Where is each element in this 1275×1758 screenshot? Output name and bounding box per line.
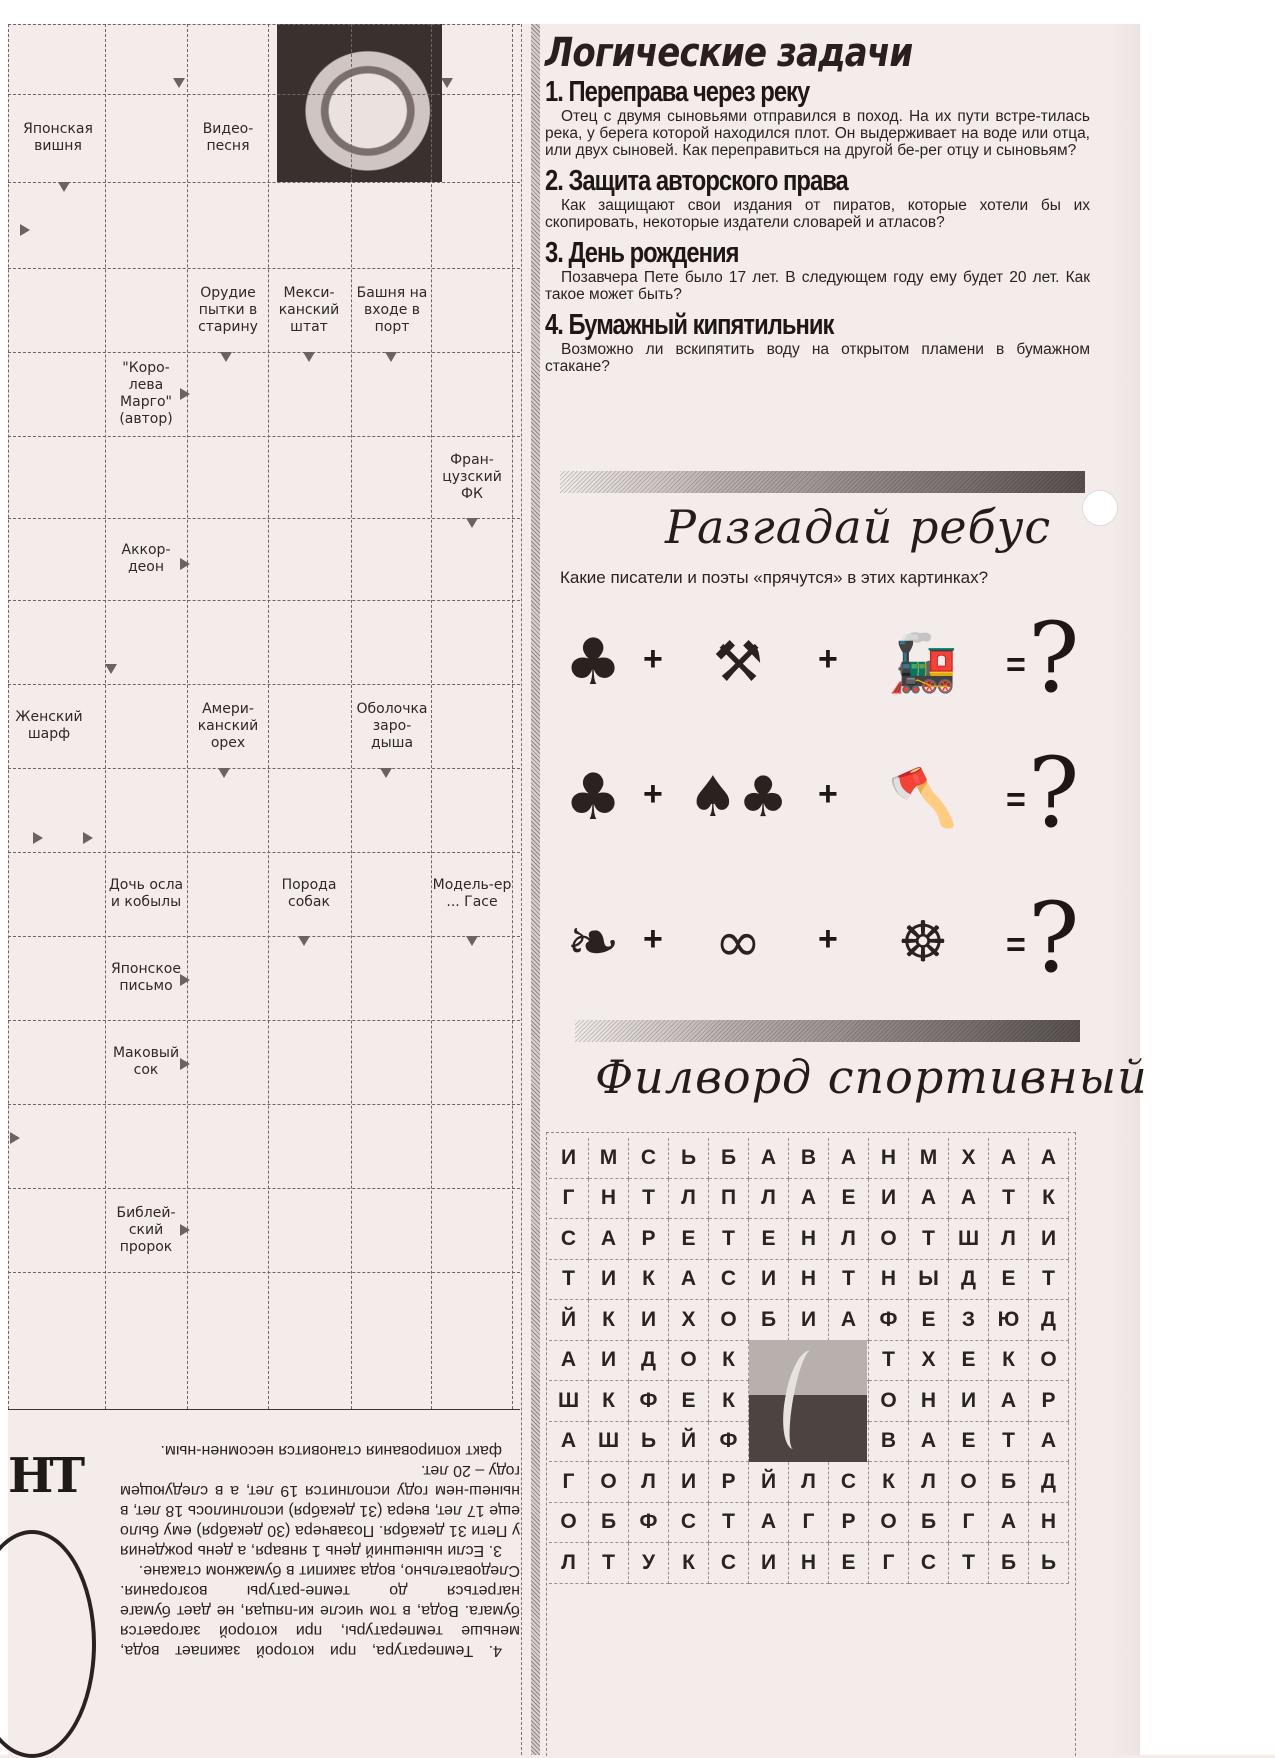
fillword-letter-cell[interactable]: А (989, 1138, 1029, 1179)
fillword-letter-cell[interactable]: У (629, 1543, 669, 1584)
fillword-letter-cell[interactable]: Л (629, 1462, 669, 1503)
crossword-clue-makovyy-sok: Маковый сок (112, 1045, 180, 1078)
fillword-letter-cell[interactable]: Д (1029, 1462, 1069, 1503)
arrow-down-icon (385, 352, 397, 362)
crossword-grid (8, 24, 520, 1409)
fillword-letter-cell[interactable]: Г (789, 1503, 829, 1544)
fillword-letter-cell[interactable]: К (709, 1381, 749, 1422)
task-1 (545, 76, 1090, 159)
fillword-letter-cell[interactable]: Н (869, 1138, 909, 1179)
fillword-letter-cell[interactable]: Т (709, 1503, 749, 1544)
fillword-letter-cell[interactable]: Ш (549, 1381, 589, 1422)
locomotive-icon: 🚂 (888, 630, 958, 696)
rebus-row (548, 882, 1093, 1000)
fillword-letter-cell[interactable]: С (629, 1138, 669, 1179)
fillword-letter-cell[interactable]: Т (989, 1179, 1029, 1220)
column-divider-hatched (531, 24, 540, 1755)
fillword-letter-cell[interactable]: С (549, 1219, 589, 1260)
crossword-horizontal-line (8, 518, 520, 519)
fillword-letter-cell[interactable]: Т (949, 1543, 989, 1584)
fillword-letter-cell[interactable]: О (869, 1381, 909, 1422)
crossword-horizontal-line (8, 936, 520, 937)
fillword-letter-cell[interactable]: Ш (949, 1219, 989, 1260)
fillword-letter-cell[interactable]: К (669, 1543, 709, 1584)
fillword-letter-cell[interactable]: И (749, 1260, 789, 1301)
crossword-horizontal-line (8, 1188, 520, 1189)
crossword-clue-zhenskiy-sharf: Женский шарф (15, 709, 83, 742)
arrow-right-icon (180, 1224, 190, 1236)
crossword-clue-poroda-sobak: Порода собак (281, 877, 337, 910)
fillword-letter-cell[interactable]: Л (829, 1219, 869, 1260)
crossword-soup-photo (277, 24, 442, 182)
crossword-horizontal-line (8, 600, 520, 601)
fillword-letter-cell[interactable]: Н (789, 1543, 829, 1584)
fillword-letter-cell[interactable]: Т (589, 1543, 629, 1584)
plus-sign: + (818, 640, 838, 678)
task-3 (545, 237, 1090, 303)
fillword-letter-cell[interactable]: Н (869, 1260, 909, 1301)
fillword-letter-cell[interactable]: Е (829, 1543, 869, 1584)
arrow-down-icon (380, 768, 392, 778)
arrow-right-icon (83, 832, 93, 844)
arrow-down-icon (441, 78, 453, 88)
fillword-letter-cell[interactable]: И (749, 1543, 789, 1584)
arrow-down-icon (466, 936, 478, 946)
page-margin-left (0, 0, 8, 1755)
fillword-letter-cell[interactable]: Б (989, 1462, 1029, 1503)
crossword-clue-bibleyskiy-prorok: Библей-ский пророк (116, 1204, 176, 1255)
fillword-letter-cell[interactable]: Т (1029, 1260, 1069, 1301)
decorative-swirl-icon (0, 1530, 96, 1758)
crossword-clue-videopesnya: Видео-песня (202, 121, 254, 154)
fillword-letter-cell[interactable]: А (789, 1179, 829, 1220)
crossword-vertical-line (268, 24, 269, 1409)
fillword-letter-cell[interactable]: А (749, 1138, 789, 1179)
fillword-letter-cell[interactable]: З (949, 1300, 989, 1341)
fillword-letter-cell[interactable]: Е (749, 1219, 789, 1260)
arrow-right-icon (180, 974, 190, 986)
fillword-letter-cell[interactable]: О (949, 1462, 989, 1503)
task-text: Позавчера Пете было 17 лет. В следующем году ему будет 20 лет. Как такое может быть? (545, 269, 1090, 303)
crossword-horizontal-line (8, 1272, 520, 1273)
task-4 (545, 309, 1090, 375)
rebus-question: Какие писатели и поэты «прячутся» в этих картинках? (560, 568, 989, 587)
task-heading: 3. День рождения (545, 237, 739, 269)
fillword-letter-cell[interactable]: О (869, 1219, 909, 1260)
moustache-icon: ❧ (566, 905, 620, 980)
fillword-letter-cell[interactable]: О (709, 1300, 749, 1341)
fillword-letter-cell[interactable]: Ф (629, 1381, 669, 1422)
fillword-letter-cell[interactable]: Т (909, 1219, 949, 1260)
fillword-letter-cell[interactable]: А (749, 1503, 789, 1544)
playing-cards-icon: ♠♣ (687, 765, 789, 830)
fillword-letter-cell[interactable]: А (669, 1260, 709, 1301)
fillword-letter-cell[interactable]: Л (669, 1179, 709, 1220)
crossword-edge-fragment (0, 94, 14, 182)
fillword-letter-cell[interactable]: О (869, 1503, 909, 1544)
fillword-letter-cell[interactable]: Г (549, 1462, 589, 1503)
question-mark: ? (1028, 737, 1080, 849)
crossword-clue-obolochka-zarodysha: Оболочка заро-дыша (356, 700, 428, 751)
fillword-letter-cell[interactable]: О (589, 1462, 629, 1503)
task-2 (545, 165, 1090, 231)
fillword-letter-cell[interactable]: Р (629, 1219, 669, 1260)
fillword-letter-cell[interactable]: Л (909, 1462, 949, 1503)
crossword-horizontal-line (8, 352, 520, 353)
crossword-vertical-line (512, 24, 513, 1409)
fillword-letter-cell[interactable]: О (669, 1341, 709, 1382)
fillword-letter-cell[interactable]: Е (949, 1341, 989, 1382)
fillword-letter-cell[interactable]: Н (1029, 1503, 1069, 1544)
arrow-down-icon (173, 78, 185, 88)
fillword-letter-cell[interactable]: Г (549, 1179, 589, 1220)
arrow-down-icon (220, 352, 232, 362)
fillword-letter-cell[interactable]: И (789, 1300, 829, 1341)
equals-sign: = (1006, 926, 1026, 964)
section-divider-band (560, 471, 1085, 493)
fillword-letter-cell[interactable]: Б (589, 1503, 629, 1544)
fillword-letter-cell[interactable]: В (869, 1422, 909, 1463)
fillword-letter-cell[interactable]: Ш (589, 1422, 629, 1463)
fillword-letter-cell[interactable]: И (669, 1462, 709, 1503)
arrow-down-icon (303, 352, 315, 362)
crossword-horizontal-line (8, 1104, 520, 1105)
fillword-letter-cell[interactable]: Ы (909, 1260, 949, 1301)
column-divider-dashed (521, 24, 522, 1755)
fillword-letter-cell[interactable]: Ь (669, 1138, 709, 1179)
fillword-letter-cell[interactable]: И (949, 1381, 989, 1422)
crossword-horizontal-line (8, 768, 520, 769)
arrow-down-icon (105, 664, 117, 674)
arrow-right-icon (20, 224, 30, 236)
fillword-letter-cell[interactable]: Т (709, 1219, 749, 1260)
crossword-clue-bashnya-port: Башня на входе в порт (356, 284, 428, 335)
equals-sign: = (1006, 646, 1026, 684)
fillword-letter-cell[interactable]: А (909, 1179, 949, 1220)
rebus-title: Разгадай ребус (665, 500, 1052, 554)
fillword-letter-cell[interactable]: Г (869, 1543, 909, 1584)
fillword-letter-cell[interactable]: Н (909, 1381, 949, 1422)
fillword-letter-cell[interactable]: И (589, 1260, 629, 1301)
crossword-clue-koroleva-margo: "Коро-лева Марго" (автор) (119, 360, 173, 427)
page-margin-right (1135, 0, 1275, 1755)
fillword-letter-cell[interactable]: Т (549, 1260, 589, 1301)
fillword-letter-cell[interactable]: М (589, 1138, 629, 1179)
fillword-letter-cell[interactable]: Е (989, 1260, 1029, 1301)
punch-hole (1082, 490, 1118, 526)
crossword-clue-doch-osla: Дочь осла и кобылы (108, 877, 184, 910)
fillword-letter-cell[interactable]: А (589, 1219, 629, 1260)
page-margin-top (0, 0, 1275, 24)
fillword-letter-cell[interactable]: К (589, 1300, 629, 1341)
logic-tasks-title: Логические задачи (545, 30, 913, 76)
beard-icon: ♣ (564, 760, 622, 835)
crossword-clue-amerikanskiy-oreh: Амери-канский орех (197, 700, 259, 751)
rebus-row (548, 602, 1093, 720)
fillword-letter-cell[interactable]: Б (989, 1543, 1029, 1584)
fillword-letter-cell[interactable]: В (789, 1138, 829, 1179)
fillword-letter-cell[interactable]: Й (749, 1462, 789, 1503)
fillword-letter-cell[interactable]: Д (1029, 1300, 1069, 1341)
fillword-letter-cell[interactable]: О (1029, 1341, 1069, 1382)
carriage-icon: ☸ (897, 910, 949, 975)
fillword-letter-cell[interactable]: Л (749, 1179, 789, 1220)
fillword-letter-cell[interactable]: К (989, 1341, 1029, 1382)
fillword-letter-cell[interactable]: Ф (629, 1503, 669, 1544)
fillword-letter-cell[interactable]: И (1029, 1219, 1069, 1260)
fillword-letter-cell[interactable]: К (709, 1341, 749, 1382)
arrow-right-icon (180, 1058, 190, 1070)
arrow-right-icon (33, 832, 43, 844)
crossword-clue-francuzskiy-fk: Фран-цузский ФК (442, 451, 502, 502)
fillword-letter-cell[interactable]: А (949, 1179, 989, 1220)
plus-sign: + (818, 920, 838, 958)
fillword-title: Филворд спортивный (595, 1050, 1148, 1104)
fillword-letter-cell[interactable]: Д (629, 1341, 669, 1382)
crossword-clue-meksikanskiy-shtat: Мекси-канский штат (278, 284, 340, 335)
fillword-letter-cell[interactable]: И (869, 1179, 909, 1220)
fillword-letter-cell[interactable]: Л (549, 1543, 589, 1584)
arrow-right-icon (180, 388, 190, 400)
plus-sign: + (643, 640, 663, 678)
fillword-letter-cell[interactable]: С (909, 1543, 949, 1584)
crossword-clue-akkordeon: Аккор-деон (121, 542, 171, 575)
fillword-letter-cell[interactable]: Х (949, 1138, 989, 1179)
task-text: Возможно ли вскипятить воду на открытом пламени в бумажном стакане? (545, 341, 1090, 375)
fillword-letter-cell[interactable]: А (1029, 1422, 1069, 1463)
equals-sign: = (1006, 781, 1026, 819)
arrow-down-icon (298, 936, 310, 946)
fillword-letter-cell[interactable]: Й (549, 1300, 589, 1341)
question-mark: ? (1028, 602, 1080, 714)
fillword-letter-cell[interactable]: Г (949, 1503, 989, 1544)
arrow-down-icon (58, 182, 70, 192)
crossword-clue-yaponskoe-pismo: Японское письмо (111, 961, 181, 994)
fillword-letter-cell[interactable]: И (629, 1300, 669, 1341)
crossword-horizontal-line (8, 1020, 520, 1021)
fillword-letter-cell[interactable]: А (549, 1341, 589, 1382)
crossword-bottom-border (8, 1409, 520, 1410)
answer-paragraph: факт копирования становится несомнен-ным. (160, 1442, 502, 1459)
arrow-right-icon (10, 1132, 20, 1144)
task-heading: 1. Переправа через реку (545, 76, 810, 108)
fillword-letter-cell[interactable]: Ф (869, 1300, 909, 1341)
question-mark: ? (1028, 882, 1080, 994)
fillword-letter-cell[interactable]: Н (789, 1219, 829, 1260)
fillword-letter-cell[interactable]: А (829, 1138, 869, 1179)
fillword-letter-cell[interactable]: К (629, 1260, 669, 1301)
answers-block-upside-down (120, 1440, 520, 1660)
fillword-letter-cell[interactable]: Р (829, 1503, 869, 1544)
paper-edge-shadow (1110, 24, 1140, 1755)
plus-sign: + (818, 775, 838, 813)
fillword-letter-cell[interactable]: С (829, 1462, 869, 1503)
fillword-letter-cell[interactable]: Д (949, 1260, 989, 1301)
answers-decorative-heading (8, 1440, 118, 1755)
fillword-letter-cell[interactable]: Б (709, 1138, 749, 1179)
fillword-letter-cell[interactable]: Ф (709, 1422, 749, 1463)
fillword-letter-cell[interactable]: Р (1029, 1381, 1069, 1422)
crossword-clue-yaponskaya-vishnya: Японская вишня (23, 121, 93, 154)
fillword-letter-cell[interactable]: Ь (1029, 1543, 1069, 1584)
fillword-letter-cell[interactable]: Ь (629, 1422, 669, 1463)
fillword-letter-cell[interactable]: Т (989, 1422, 1029, 1463)
logic-tasks-section (545, 30, 1090, 381)
crossword-horizontal-line (8, 182, 520, 183)
fillword-letter-cell[interactable]: И (589, 1341, 629, 1382)
fillword-letter-cell[interactable]: С (669, 1503, 709, 1544)
fillword-letter-cell[interactable]: Е (949, 1422, 989, 1463)
plus-sign: + (643, 920, 663, 958)
fillword-letter-cell[interactable]: Х (669, 1300, 709, 1341)
task-heading: 4. Бумажный кипятильник (545, 309, 834, 341)
crossword-clue-modeler-gase: Модель-ер ... Гасе (432, 877, 512, 910)
fillword-letter-cell[interactable]: Л (989, 1219, 1029, 1260)
answers-heading-fragment: НТ (8, 1448, 82, 1504)
fillword-letter-cell[interactable]: М (909, 1138, 949, 1179)
plus-sign: + (643, 775, 663, 813)
fillword-letter-cell[interactable]: Т (829, 1260, 869, 1301)
fillword-letter-cell[interactable]: Б (749, 1300, 789, 1341)
fillword-letter-cell[interactable]: Й (669, 1422, 709, 1463)
task-heading: 2. Защита авторского права (545, 165, 848, 197)
fillword-letter-cell[interactable]: Л (789, 1462, 829, 1503)
fillword-letter-cell[interactable]: А (829, 1300, 869, 1341)
fillword-letter-cell[interactable]: А (1029, 1138, 1069, 1179)
fillword-letter-cell[interactable]: Ю (989, 1300, 1029, 1341)
fillword-letter-cell[interactable]: К (869, 1462, 909, 1503)
fillword-letter-cell[interactable]: П (709, 1179, 749, 1220)
fillword-letter-cell[interactable]: А (989, 1381, 1029, 1422)
section-divider-band (575, 1020, 1080, 1042)
task-text: Как защищают свои издания от пиратов, которые хотели бы их скопировать, некоторые издатели словарей и атласов? (545, 197, 1090, 231)
arrow-right-icon (180, 558, 190, 570)
fillword-letter-cell[interactable]: Е (669, 1219, 709, 1260)
fillword-letter-cell[interactable]: С (709, 1260, 749, 1301)
fillword-letter-cell[interactable]: Н (789, 1260, 829, 1301)
fillword-letter-cell[interactable]: А (909, 1422, 949, 1463)
arrow-down-icon (466, 518, 478, 528)
task-text: Отец с двумя сыновьями отправился в поход. На их пути встре-тилась река, у берега которой находился плот. Он выдерживает на воде или отца, или двух сыновей. Как переправиться на другой бе-рег отцу и сыновьям? (545, 108, 1090, 159)
fillword-letter-cell[interactable]: К (1029, 1179, 1069, 1220)
beard-icon: ♣ (564, 625, 622, 700)
fillword-letter-cell[interactable]: Т (869, 1341, 909, 1382)
fillword-letter-cell[interactable]: С (709, 1543, 749, 1584)
fillword-letter-cell[interactable]: А (989, 1503, 1029, 1544)
fillword-letter-cell[interactable]: Е (829, 1179, 869, 1220)
crossword-clue-orudie-pytki: Орудие пытки в старину (198, 284, 258, 335)
axe-icon: 🪓 (888, 765, 958, 831)
fillword-letter-cell[interactable]: И (549, 1138, 589, 1179)
fillword-letter-cell[interactable]: О (549, 1503, 589, 1544)
fillword-letter-cell[interactable]: Р (709, 1462, 749, 1503)
fillword-letter-cell[interactable]: Е (909, 1300, 949, 1341)
fillword-letter-cell[interactable]: Е (669, 1381, 709, 1422)
plough-icon: ⚒ (712, 630, 764, 695)
arrow-down-icon (218, 768, 230, 778)
fillword-letter-cell[interactable]: Х (909, 1341, 949, 1382)
fillword-letter-cell[interactable]: Т (629, 1179, 669, 1220)
fillword-letter-cell[interactable]: Б (909, 1503, 949, 1544)
fillword-letter-cell[interactable]: Н (589, 1179, 629, 1220)
fillword-letter-cell[interactable]: А (549, 1422, 589, 1463)
rebus-row (548, 737, 1093, 855)
answer-paragraph: 3. Если нынешний день 1 января, а день рождения у Пети 31 декабря. Позавчера (30 декабря) ему было еще 17 лет, вчера (31 декабря) исполнилось 18 лет, в нынеш-нем году исполнится 19 лет, а в следующем году – 20 лет. (120, 1462, 520, 1559)
answer-paragraph: 4. Температура, при которой закипает вода, меньше температуры, при которой загорается бумага. Вода, в том числе ки-пящая, не дает бумаге нагреться до темпе-ратуры возгорания. Следовательно, вода закипит в бумажном стакане. (120, 1562, 520, 1659)
crossword-horizontal-line (8, 24, 520, 25)
fillword-letter-cell[interactable]: К (589, 1381, 629, 1422)
spectacles-icon: ∞ (714, 910, 762, 975)
